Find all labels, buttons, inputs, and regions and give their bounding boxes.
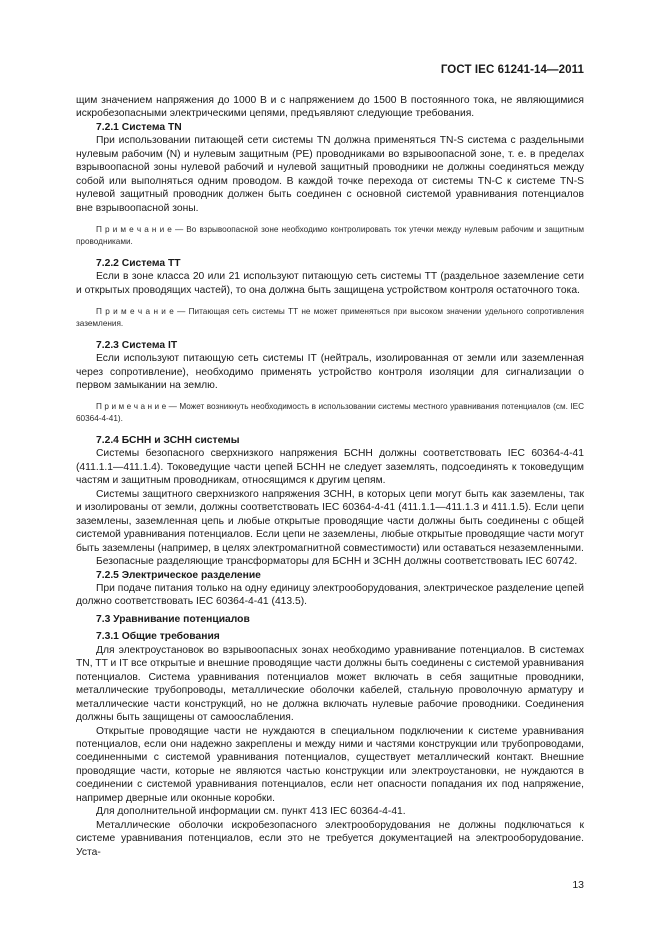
- paragraph: Если используют питающую сеть системы IT (нейтраль, изолированная от земли или заземленная через сопротивление), необходимо применять устройство контроля изоляции для сигнализации о первом замыкании на землю.: [76, 353, 584, 391]
- paragraph: При использовании питающей сети системы TN должна применяться TN-S система с раздельными нулевым рабочим (N) и нулевым защитным (PE) проводниками во взрывоопасной зоне, т. е. в пределах взрывоопасной зоны нулевой рабочий и нулевой защитный проводники не должны соединяться между собой или выполняться одним проводом. В каждой точке перехода от системы TN-C к системе TN-S нулевой защитный проводник должен быть соединен с основной системой уравнивания потенциалов вне взрывоопасной зоны.: [76, 135, 584, 214]
- paragraph: Системы защитного сверхнизкого напряжения ЗСНН, в которых цепи могут быть как заземлены, так и изолированы от земли, должны соответствовать IEC 60364-4-41 (411.1.1—411.1.3 и 411.1.5). Если цепи заземлены, заземленная цепь и любые открытые проводящие части должны быть соединены с общей системой уравнивания потенциалов. Если цепи не заземлены, любые открытые проводящие части могут быть заземлены (например, в целях электромагнитной совместимости) или оставаться незаземленными.: [76, 488, 584, 554]
- section-heading-7-2-3: 7.2.3 Система IT: [96, 339, 178, 351]
- page-number: 13: [572, 879, 584, 891]
- note: П р и м е ч а н и е — Питающая сеть системы TT не может применяться при высоком значении удельного сопротивления заземления.: [76, 307, 584, 328]
- paragraph: Системы безопасного сверхнизкого напряжения БСНН должны соответствовать IEC 60364-4-41 (411.1.1—411.1.4). Токоведущие части цепей БСНН не следует заземлять, подсоединять к токоведущим частям и защитным проводникам, относящимся к другим цепям.: [76, 448, 584, 487]
- paragraph: щим значением напряжения до 1000 В и с напряжением до 1500 В постоянного тока, не являющимися искробезопасными электрическими цепями, предъявляют следующие требования.: [76, 95, 584, 120]
- section-heading-7-2-2: 7.2.2 Система TT: [96, 257, 181, 269]
- section-heading-7-2-1: 7.2.1 Система TN: [96, 121, 182, 133]
- section-heading-7-2-4: 7.2.4 БСНН и ЗСНН системы: [96, 435, 240, 447]
- note: П р и м е ч а н и е — Может возникнуть необходимость в использовании системы местного уравнивания потенциалов (см. IEC 60364-4-41).: [76, 402, 584, 424]
- paragraph: Безопасные разделяющие трансформаторы для БСНН и ЗСНН должны соответствовать IEC 60742.: [96, 556, 578, 568]
- section-heading-7-3: 7.3 Уравнивание потенциалов: [96, 613, 250, 625]
- paragraph: Для дополнительной информации см. пункт 413 IEC 60364-4-41.: [96, 806, 406, 818]
- document-header: ГОСТ IEC 61241-14—2011: [440, 64, 584, 76]
- paragraph: При подаче питания только на одну единицу электрооборудования, электрическое разделение цепей должно соответствовать IEC 60364-4-41 (413.5).: [76, 583, 584, 608]
- note: П р и м е ч а н и е — Во взрывоопасной зоне необходимо контролировать ток утечки между нулевым рабочим и защитным проводниками.: [76, 225, 584, 246]
- section-heading-7-2-5: 7.2.5 Электрическое разделение: [96, 569, 261, 581]
- paragraph: Металлические оболочки искробезопасного электрооборудования не должны подключаться к системе уравнивания потенциалов, если это не требуется документацией на электрооборудование. Уста-: [76, 819, 584, 858]
- paragraph: Если в зоне класса 20 или 21 используют питающую сеть системы TT (раздельное заземление сети и открытых проводящих частей), то она должна быть защищена устройством контроля остаточного тока.: [76, 271, 584, 296]
- paragraph: Открытые проводящие части не нуждаются в специальном подключении к системе уравнивания потенциалов, если они надежно закреплены и между ними и частями конструкции или трубопроводами, соединенными с системой уравнивания потенциалов, существует металлический контакт. Внешние проводящие части, которые не являются частью конструкции или электроустановки, не нуждаются в соединении с системой уравнивания потенциалов, если нет опасности попадания их под напряжение, например дверные или оконные коробки.: [76, 725, 584, 804]
- document-body: [76, 94, 584, 859]
- section-heading-7-3-1: 7.3.1 Общие требования: [96, 631, 220, 643]
- paragraph: Для электроустановок во взрывоопасных зонах необходимо уравнивание потенциалов. В системах TN, TT и IT все открытые и внешние проводящие части должны быть соединены с системой уравнивания потенциалов. Система уравнивания потенциалов может включать в себя защитные проводники, металлические трубопроводы, металлические оболочки кабелей, стальную проволочную арматуру и металлические части конструкций, но не должна включать нулевые рабочие проводники. Соединения должны быть защищены от самоослабления.: [76, 644, 584, 724]
